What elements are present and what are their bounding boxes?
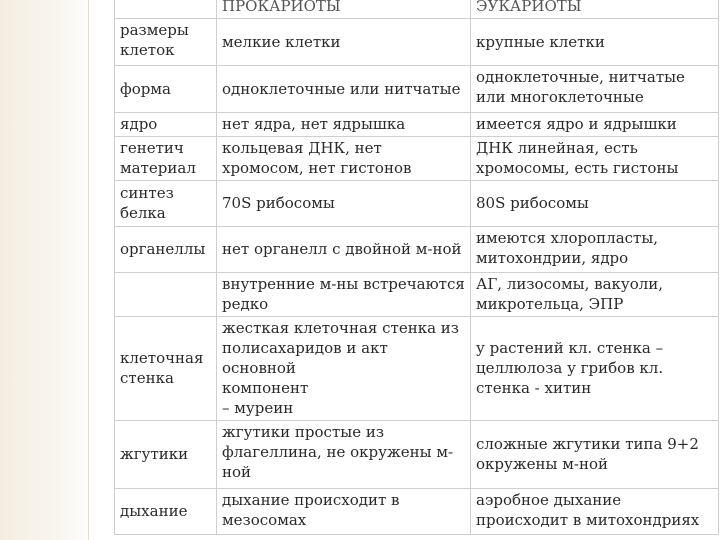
eukaryotes-cell: аэробное дыхание происходит в митохондриях bbox=[471, 489, 719, 535]
prokaryotes-cell: жгутики простые из флагеллина, не окружены м- ной bbox=[217, 421, 471, 489]
table-row bbox=[115, 227, 719, 273]
table-row bbox=[115, 113, 719, 137]
row-label: генетич материал bbox=[115, 137, 217, 181]
row-label: дыхание bbox=[115, 489, 217, 535]
prokaryotes-cell: одноклеточные или нитчатые bbox=[217, 66, 471, 113]
page-left-margin bbox=[0, 0, 96, 540]
row-label: форма bbox=[115, 66, 217, 113]
eukaryotes-cell: сложные жгутики типа 9+2 окружены м-ной bbox=[471, 421, 719, 489]
table-row bbox=[115, 181, 719, 227]
row-label bbox=[115, 273, 217, 317]
eukaryotes-cell: ДНК линейная, есть хромосомы, есть гистоны bbox=[471, 137, 719, 181]
eukaryotes-cell: АГ, лизосомы, вакуоли, микротельца, ЭПР bbox=[471, 273, 719, 317]
row-label: жгутики bbox=[115, 421, 217, 489]
eukaryotes-cell: имеется ядро и ядрышки bbox=[471, 113, 719, 137]
prokaryotes-cell: дыхание происходит в мезосомах bbox=[217, 489, 471, 535]
table-row bbox=[115, 19, 719, 66]
table-row bbox=[115, 137, 719, 181]
header-empty-cell bbox=[115, 0, 217, 19]
row-label: синтез белка bbox=[115, 181, 217, 227]
prokaryotes-cell: жесткая клеточная стенка из полисахаридов и акт основной компонент – муреин bbox=[217, 317, 471, 421]
eukaryotes-cell: имеются хлоропласты, митохондрии, ядро bbox=[471, 227, 719, 273]
table-row bbox=[115, 421, 719, 489]
eukaryotes-cell: одноклеточные, нитчатые или многоклеточные bbox=[471, 66, 719, 113]
eukaryotes-cell: 80S рибосомы bbox=[471, 181, 719, 227]
row-label: размеры клеток bbox=[115, 19, 217, 66]
row-label: ядро bbox=[115, 113, 217, 137]
header-prokaryotes: ПРОКАРИОТЫ bbox=[217, 0, 471, 19]
table-row bbox=[115, 273, 719, 317]
margin-rule bbox=[88, 0, 89, 540]
comparison-table bbox=[114, 0, 719, 535]
row-label: органеллы bbox=[115, 227, 217, 273]
table-row bbox=[115, 489, 719, 535]
prokaryotes-cell: нет ядра, нет ядрышка bbox=[217, 113, 471, 137]
table-row bbox=[115, 317, 719, 421]
header-row bbox=[115, 0, 719, 19]
prokaryotes-cell: внутренние м-ны встречаются редко bbox=[217, 273, 471, 317]
prokaryotes-cell: 70S рибосомы bbox=[217, 181, 471, 227]
table-row bbox=[115, 66, 719, 113]
prokaryotes-cell: мелкие клетки bbox=[217, 19, 471, 66]
prokaryotes-cell: кольцевая ДНК, нет хромосом, нет гистонов bbox=[217, 137, 471, 181]
prokaryotes-cell: нет органелл с двойной м-ной bbox=[217, 227, 471, 273]
eukaryotes-cell: крупные клетки bbox=[471, 19, 719, 66]
row-label: клеточная стенка bbox=[115, 317, 217, 421]
header-eukaryotes: ЭУКАРИОТЫ bbox=[471, 0, 719, 19]
eukaryotes-cell: у растений кл. стенка – целлюлоза у грибов кл. стенка - хитин bbox=[471, 317, 719, 421]
